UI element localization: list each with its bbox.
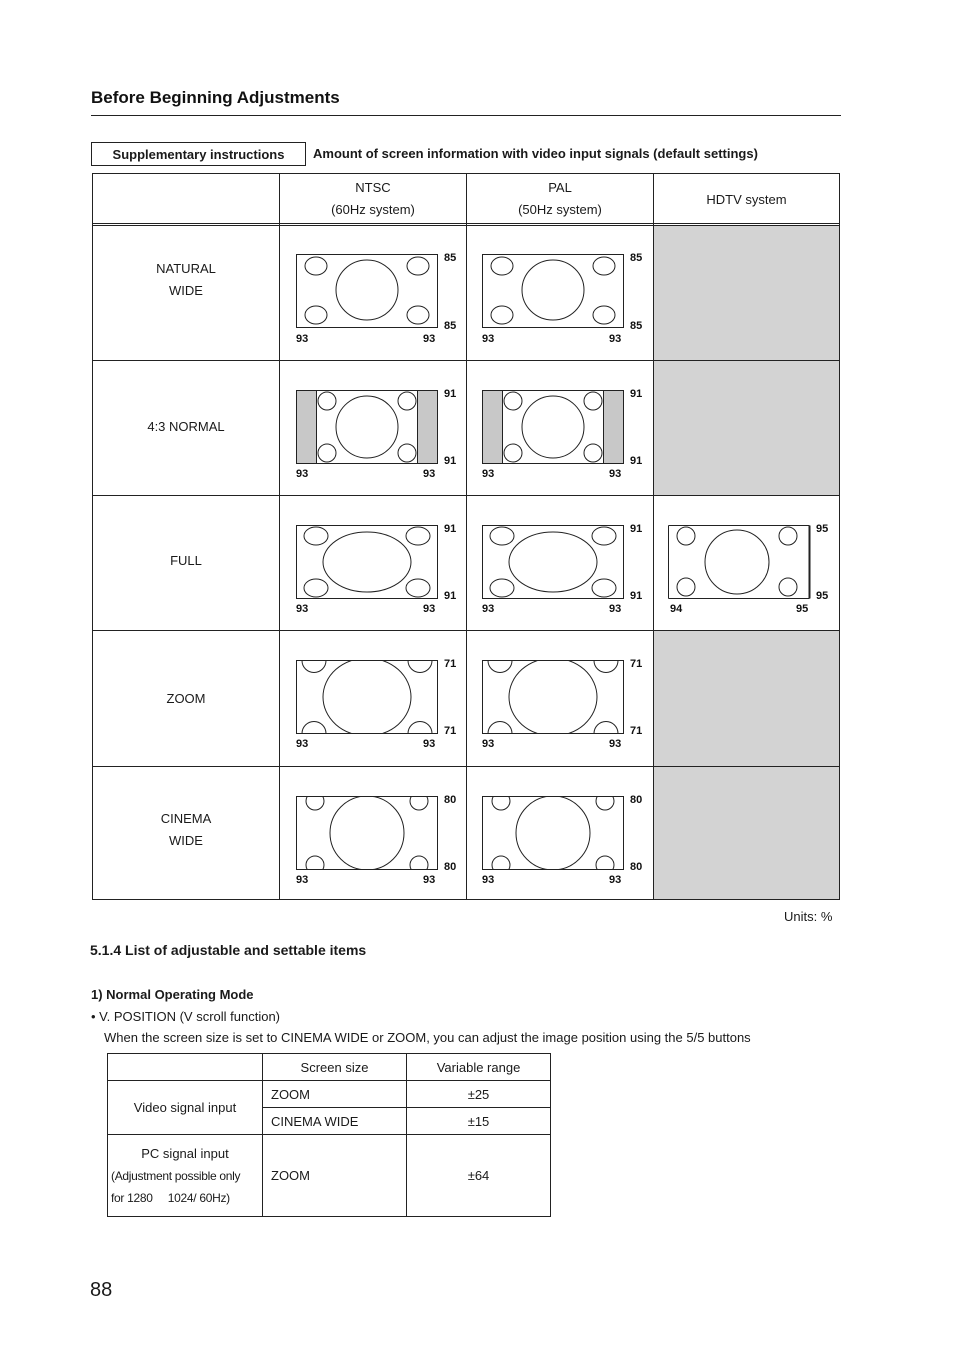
header-pal xyxy=(467,177,653,221)
label-bottom-left: 93 xyxy=(296,603,309,615)
hdtv-na-cinema-wide xyxy=(654,767,839,899)
diagram-pal-cinema-wide xyxy=(482,789,652,894)
label-right-top: 91 xyxy=(444,388,457,400)
label-bottom-right: 93 xyxy=(423,874,436,886)
label-right-bottom: 91 xyxy=(630,590,643,602)
label-right-top: 80 xyxy=(444,794,457,806)
diagram-ntsc-zoom xyxy=(296,653,466,758)
table-row xyxy=(108,1135,551,1217)
label-bottom-right: 93 xyxy=(609,738,622,750)
diagram-ntsc-cinema-wide xyxy=(296,789,466,894)
label-bottom-left: 94 xyxy=(670,603,683,615)
label-bottom-right: 93 xyxy=(609,333,622,345)
row-label-line2: WIDE xyxy=(169,283,203,298)
hdtv-na-normal xyxy=(654,361,839,495)
label-right-top: 71 xyxy=(630,658,643,670)
label-bottom-right: 93 xyxy=(423,738,436,750)
row-label-full: FULL xyxy=(170,553,202,568)
page-number: 88 xyxy=(90,1279,113,1301)
header-pal-name: PAL xyxy=(548,180,572,195)
range-cell: ±15 xyxy=(407,1108,551,1135)
header-ntsc-name: NTSC xyxy=(355,180,391,195)
range-cell: ±25 xyxy=(407,1081,551,1108)
label-bottom-left: 93 xyxy=(482,468,495,480)
label-bottom-right: 93 xyxy=(423,603,436,615)
label-bottom-right: 93 xyxy=(423,468,436,480)
label-right-top: 91 xyxy=(444,523,457,535)
header-screen-size: Screen size xyxy=(263,1054,407,1081)
label-bottom-left: 93 xyxy=(482,333,495,345)
row-label-line1: CINEMA xyxy=(160,811,212,826)
row-label-line1: NATURAL xyxy=(156,261,216,276)
label-right-bottom: 91 xyxy=(444,590,457,602)
label-right-top: 91 xyxy=(630,388,643,400)
diagram-hdtv-full xyxy=(668,518,838,623)
heading-rule xyxy=(91,115,841,116)
header-pal-freq: (50Hz system) xyxy=(518,202,602,217)
label-bottom-left: 93 xyxy=(482,738,495,750)
label-right-bottom: 91 xyxy=(630,455,643,467)
row-label-cinema-wide xyxy=(93,808,279,852)
label-right-bottom: 85 xyxy=(630,320,643,332)
label-right-bottom: 85 xyxy=(444,320,457,332)
row-label-natural-wide xyxy=(93,258,279,302)
diagram-ntsc-full xyxy=(296,518,466,623)
label-bottom-left: 93 xyxy=(296,738,309,750)
pc-note-line2: for 1280 1024/ 60Hz) xyxy=(111,1190,230,1205)
row-label-line2: WIDE xyxy=(169,833,203,848)
label-bottom-right: 93 xyxy=(609,874,622,886)
label-bottom-right: 95 xyxy=(796,603,809,615)
label-right-bottom: 80 xyxy=(630,861,643,873)
diagram-pal-natural-wide xyxy=(482,247,652,352)
header-ntsc xyxy=(280,177,466,221)
supplementary-label: Supplementary instructions xyxy=(91,142,306,166)
pc-note-line1: (Adjustment possible only xyxy=(111,1168,241,1183)
label-bottom-left: 93 xyxy=(296,874,309,886)
label-right-top: 91 xyxy=(630,523,643,535)
diagram-pal-normal xyxy=(482,383,652,488)
hdtv-na-zoom xyxy=(654,631,839,766)
diagram-ntsc-normal xyxy=(296,383,466,488)
label-bottom-right: 93 xyxy=(423,333,436,345)
header-ntsc-freq: (60Hz system) xyxy=(331,202,415,217)
pc-signal-cell xyxy=(108,1135,263,1217)
label-bottom-right: 93 xyxy=(609,468,622,480)
table-row xyxy=(108,1054,551,1081)
label-right-top: 85 xyxy=(444,252,457,264)
section-subtitle: 1) Normal Operating Mode xyxy=(91,987,254,1002)
units-note: Units: % xyxy=(784,909,833,924)
label-bottom-left: 93 xyxy=(482,603,495,615)
label-right-bottom: 91 xyxy=(444,455,457,467)
screen-size-cell: ZOOM xyxy=(263,1135,407,1217)
label-right-bottom: 95 xyxy=(816,590,829,602)
row-label-normal: 4:3 NORMAL xyxy=(147,419,225,434)
page-heading: Before Beginning Adjustments xyxy=(91,88,340,107)
pc-signal-label: PC signal input xyxy=(141,1145,229,1161)
bullet-item: • V. POSITION (V scroll function) xyxy=(91,1009,281,1024)
header-empty-cell xyxy=(108,1054,263,1081)
screen-size-cell: CINEMA WIDE xyxy=(263,1108,407,1135)
label-right-top: 71 xyxy=(444,658,457,670)
description-text: When the screen size is set to CINEMA WIDE or ZOOM, you can adjust the image position using the 5/5 buttons xyxy=(104,1030,751,1045)
row-label-zoom: ZOOM xyxy=(166,691,206,706)
video-signal-label: Video signal input xyxy=(108,1081,263,1135)
label-right-bottom: 71 xyxy=(630,725,643,737)
header-hdtv: HDTV system xyxy=(706,192,787,207)
range-cell: ±64 xyxy=(407,1135,551,1217)
screen-size-cell: ZOOM xyxy=(263,1081,407,1108)
label-right-bottom: 71 xyxy=(444,725,457,737)
diagram-pal-full xyxy=(482,518,652,623)
section-title: 5.1.4 List of adjustable and settable items xyxy=(90,942,367,958)
label-right-top: 85 xyxy=(630,252,643,264)
adjustment-table xyxy=(107,1053,551,1217)
label-right-top: 95 xyxy=(816,523,829,535)
diagram-ntsc-natural-wide xyxy=(296,247,466,352)
label-bottom-left: 93 xyxy=(296,468,309,480)
header-variable-range: Variable range xyxy=(407,1054,551,1081)
label-right-top: 80 xyxy=(630,794,643,806)
label-bottom-right: 93 xyxy=(609,603,622,615)
supplementary-title: Amount of screen information with video input signals (default settings) xyxy=(313,146,758,161)
diagram-pal-zoom xyxy=(482,653,652,758)
label-bottom-left: 93 xyxy=(482,874,495,886)
label-bottom-left: 93 xyxy=(296,333,309,345)
hdtv-na-natural-wide xyxy=(654,226,839,360)
screen-size-table xyxy=(92,173,840,900)
label-right-bottom: 80 xyxy=(444,861,457,873)
table-row xyxy=(108,1081,551,1108)
